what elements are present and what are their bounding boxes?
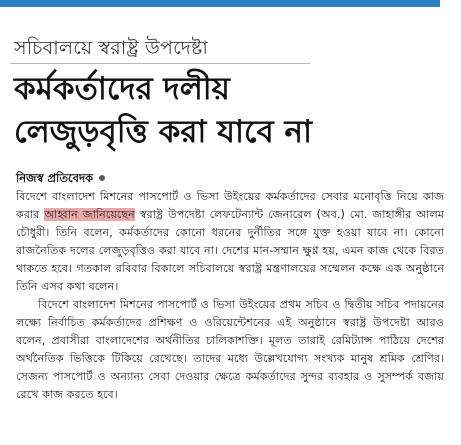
highlighted-phrase: আহ্বান জানিয়েছেন	[44, 208, 135, 221]
paragraph-1-part-b: স্বরাষ্ট্র উপদেষ্টা লেফটেন্যান্ট জেনারেল (অব.) মো. জাহাঙ্গীর আলম চৌধুরী। তিনি বলেন, কর্মকর্তাদের কোনো ধরনের দুর্নীতির সঙ্গে যুক্ত হওয়া যাবে না। কোনো রাজনৈতিক দলের লেজুড়বৃত্তিও করা যাবে না। দেশের মান-সম্মান ক্ষুণ্ণ হয়, এমন কাজ থেকে বিরত থাকতে হবে। গতকাল রবিবার বিকালে সচিবালয়ে স্বরাষ্ট্র মন্ত্রণালয়ের সম্মেলন কক্ষে এক অনুষ্ঠানে তিনি এসব কথা বলেন।	[16, 208, 444, 293]
paragraph-1-part-a: বিদেশে বাংলাদেশ মিশনের পাসপোর্ট ও ভিসা উইংয়ের কর্মকর্তাদের সেবার মনোবৃত্তি নিয়ে কাজ করার	[16, 190, 444, 221]
headline-line-2: লেজুড়বৃত্তি করা যাবে না	[14, 114, 312, 150]
paragraph-1	[16, 188, 444, 296]
bullet-icon	[99, 175, 105, 181]
news-article	[10, 36, 446, 404]
article-body	[10, 188, 446, 404]
headline-line-1: কর্মকর্তাদের দলীয়	[14, 71, 230, 107]
byline	[10, 170, 446, 186]
paragraph-2: বিদেশে বাংলাদেশ মিশনের পাসপোর্ট ও ভিসা উইংয়ের প্রথম সচিব ও দ্বিতীয় সচিব পদায়নের লক্ষ্যে নির্বাচিত কর্মকর্তাদের প্রশিক্ষণ ও ওরিয়েন্টেশনের এই অনুষ্ঠানে স্বরাষ্ট্র উপদেষ্টা আরও বলেন, প্রবাসীরা বাংলাদেশের অর্থনীতির চালিকাশক্তি। মূলত তারাই রেমিট্যান্স পাঠিয়ে দেশের অর্থনৈতিক ভিত্তিকে টিকিয়ে রেখেছে। তাদের মধ্যে উল্লেখযোগ্য সংখ্যক মানুষ শ্রমিক শ্রেণির। সেজন্য পাসপোর্ট ও অন্যান্য সেবা দেওয়ার ক্ষেত্রে কর্মকর্তাদের সুন্দর ব্যবহার ও সুসম্পর্ক বজায় রেখে কাজ করতে হবে।	[16, 298, 444, 401]
article-kicker: সচিবালয়ে স্বরাষ্ট্র উপদেষ্টা	[10, 36, 310, 64]
top-color-rule	[0, 0, 440, 7]
byline-text: নিজস্ব প্রতিবেদক	[16, 171, 94, 185]
article-headline	[10, 68, 446, 154]
